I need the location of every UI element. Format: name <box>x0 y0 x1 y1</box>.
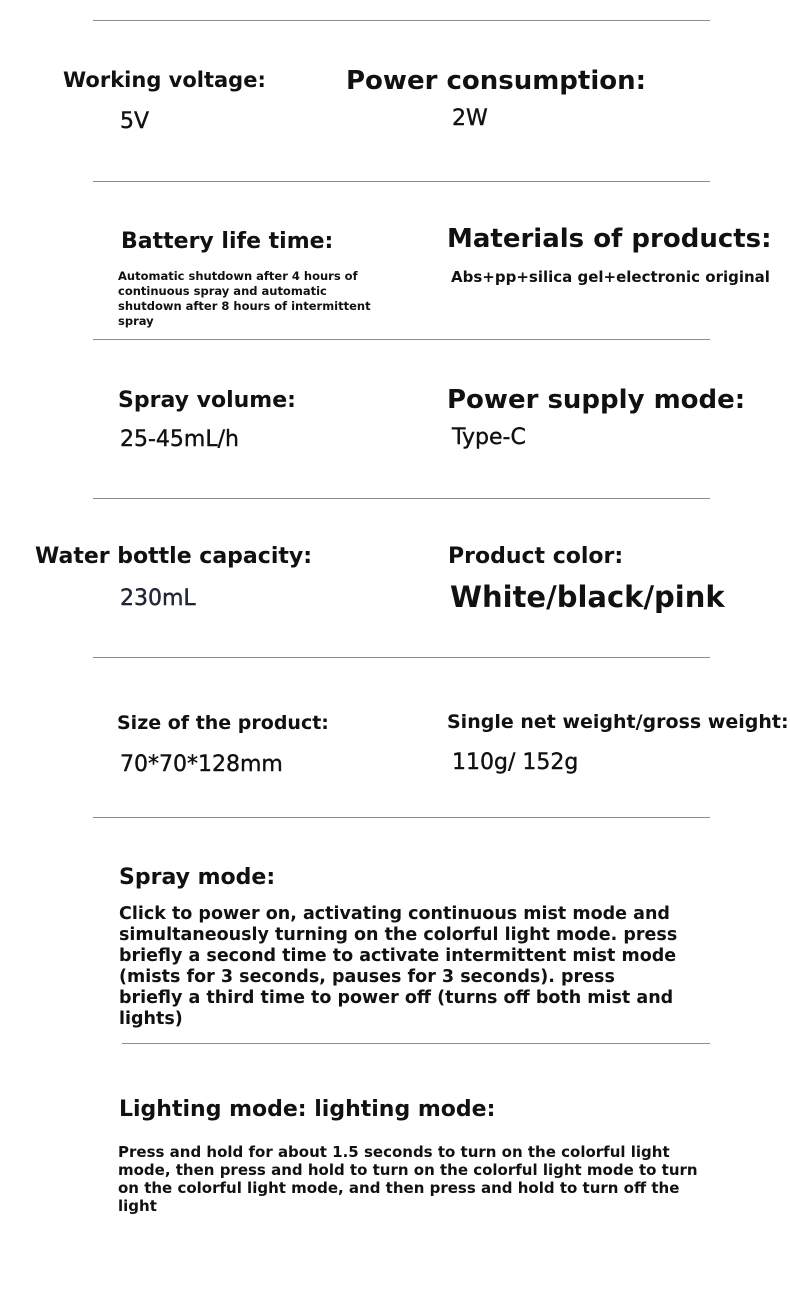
spray-mode-label: Spray mode: <box>119 865 276 890</box>
weight-value: 110g/ 152g <box>452 750 579 775</box>
divider <box>93 817 710 818</box>
bottle-capacity-label: Water bottle capacity: <box>35 544 313 569</box>
divider <box>93 339 710 340</box>
product-color-value: White/black/pink <box>450 580 725 614</box>
working-voltage-label: Working voltage: <box>63 68 266 92</box>
product-color-label: Product color: <box>448 544 624 569</box>
spray-volume-label: Spray volume: <box>118 388 296 413</box>
spray-mode-text: Click to power on, activating continuous mist mode and simultaneously turning on the colorful light mode. press briefly a second time to activate intermittent mist mode (mists for 3 seconds, pauses for 3 seconds). press briefly a third time to power off (turns off both mist and lights) <box>119 904 678 1029</box>
battery-life-label: Battery life time: <box>121 229 334 254</box>
bottle-capacity-value: 230mL <box>120 586 196 611</box>
power-supply-value: Type-C <box>452 425 526 450</box>
divider <box>93 20 710 21</box>
lighting-mode-text: Press and hold for about 1.5 seconds to turn on the colorful light mode, then press and hold to turn on the colorful light mode to turn on the colorful light mode, and then press and hold to turn off the light <box>118 1143 698 1215</box>
power-supply-label: Power supply mode: <box>447 385 746 415</box>
divider <box>122 1043 710 1044</box>
materials-value: Abs+pp+silica gel+electronic original <box>451 268 770 286</box>
divider <box>93 498 710 499</box>
divider <box>93 657 710 658</box>
size-value: 70*70*128mm <box>120 752 283 777</box>
weight-label: Single net weight/gross weight: <box>447 711 789 733</box>
spray-volume-value: 25-45mL/h <box>120 427 239 452</box>
power-consumption-label: Power consumption: <box>346 66 647 96</box>
battery-life-value: Automatic shutdown after 4 hours of continuous spray and automatic shutdown after 8 hours of intermittent spray <box>118 269 371 328</box>
divider <box>93 181 710 182</box>
materials-label: Materials of products: <box>447 224 772 254</box>
lighting-mode-label: Lighting mode: lighting mode: <box>119 1097 496 1122</box>
size-label: Size of the product: <box>117 712 329 734</box>
power-consumption-value: 2W <box>452 106 488 131</box>
working-voltage-value: 5V <box>120 109 150 134</box>
